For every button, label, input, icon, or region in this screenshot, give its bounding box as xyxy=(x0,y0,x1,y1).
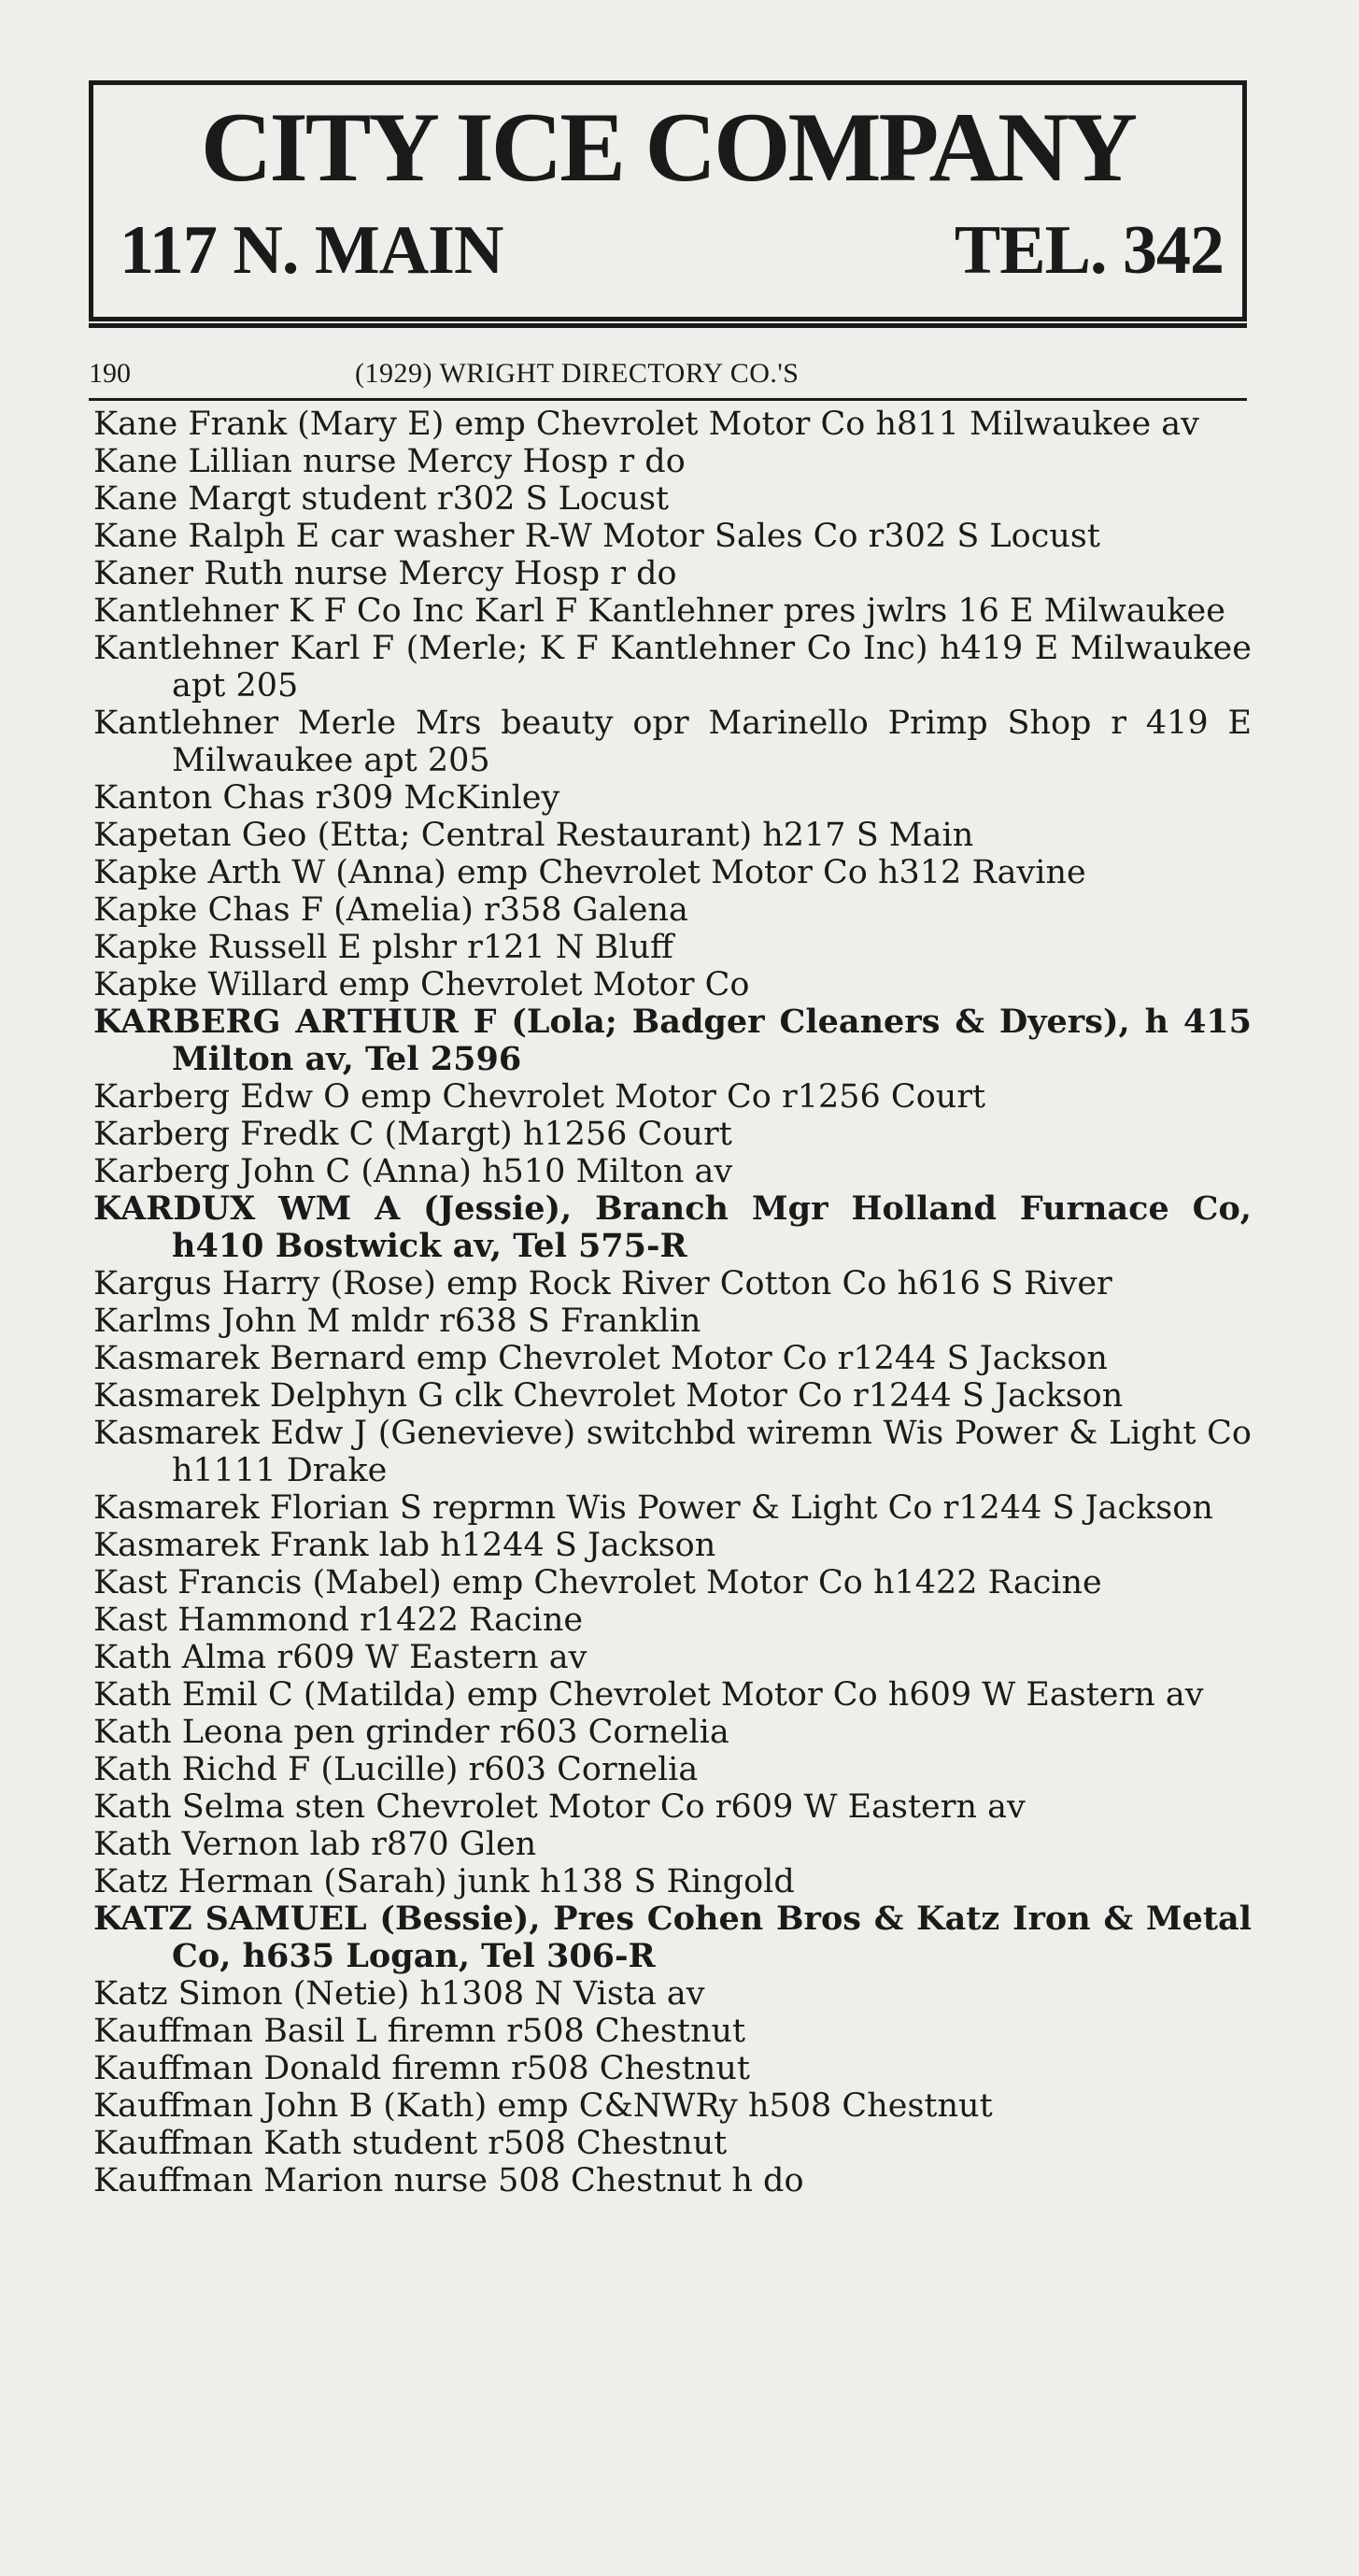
directory-entry: Kanton Chas r309 McKinley xyxy=(93,779,560,817)
directory-entry: Kauffman John B (Kath) emp C&NWRy h508 Chestnut xyxy=(93,2087,993,2125)
directory-entry: Kapke Arth W (Anna) emp Chevrolet Motor Co h312 Ravine xyxy=(93,854,1086,891)
directory-entry: Kane Ralph E car washer R-W Motor Sales Co r302 S Locust xyxy=(93,518,1100,555)
page-header xyxy=(89,355,1247,392)
page-number: 190 xyxy=(89,358,131,389)
directory-entry: Kath Emil C (Matilda) emp Chevrolet Motor Co h609 W Eastern av xyxy=(93,1676,1204,1714)
directory-entry: Kantlehner K F Co Inc Karl F Kantlehner pres jwlrs 16 E Milwaukee xyxy=(93,592,1225,630)
directory-entry: Kauffman Donald firemn r508 Chestnut xyxy=(93,2050,750,2087)
directory-entry: Kane Lillian nurse Mercy Hosp r do xyxy=(93,443,686,480)
ad-company-name: CITY ICE COMPANY xyxy=(200,93,1136,202)
directory-entry: Kasmarek Florian S reprmn Wis Power & Light Co r1244 S Jackson xyxy=(93,1489,1213,1527)
directory-entry: Kath Alma r609 W Eastern av xyxy=(93,1639,587,1676)
directory-entry: Karberg John C (Anna) h510 Milton av xyxy=(93,1153,733,1190)
directory-entry: Kasmarek Delphyn G clk Chevrolet Motor Co r1244 S Jackson xyxy=(93,1377,1124,1415)
directory-entry: Kath Vernon lab r870 Glen xyxy=(93,1826,537,1863)
directory-entry: Karberg Fredk C (Margt) h1256 Court xyxy=(93,1116,732,1153)
directory-entry: Kasmarek Frank lab h1244 S Jackson xyxy=(93,1527,716,1564)
directory-entry: Kapke Russell E plshr r121 N Bluff xyxy=(93,929,673,966)
directory-entry: Kath Selma sten Chevrolet Motor Co r609 W Eastern av xyxy=(93,1788,1026,1826)
directory-entry: KATZ SAMUEL (Bessie), Pres Cohen Bros & Katz Iron & Metal Co, h635 Logan, Tel 306-R xyxy=(93,1900,1252,1975)
directory-entry: Katz Simon (Netie) h1308 N Vista av xyxy=(93,1975,705,2013)
directory-entry: Kane Frank (Mary E) emp Chevrolet Motor Co h811 Milwaukee av xyxy=(93,406,1199,443)
ad-address: 117 N. MAIN xyxy=(120,212,503,289)
directory-entry: Kasmarek Bernard emp Chevrolet Motor Co r1244 S Jackson xyxy=(93,1340,1108,1377)
directory-entry: Kath Leona pen grinder r603 Cornelia xyxy=(93,1714,729,1751)
advertisement-box xyxy=(89,80,1247,321)
directory-entry: Kargus Harry (Rose) emp Rock River Cotton Co h616 S River xyxy=(93,1265,1112,1302)
directory-entry: KARBERG ARTHUR F (Lola; Badger Cleaners & Dyers), h 415 Milton av, Tel 2596 xyxy=(93,1003,1252,1078)
directory-entry: Karlms John M mldr r638 S Franklin xyxy=(93,1302,701,1340)
directory-listing xyxy=(93,406,1252,2199)
directory-entry: Kaner Ruth nurse Mercy Hosp r do xyxy=(93,555,677,592)
directory-entry: Kast Francis (Mabel) emp Chevrolet Motor Co h1422 Racine xyxy=(93,1564,1102,1601)
directory-entry: Kauffman Basil L firemn r508 Chestnut xyxy=(93,2013,746,2050)
header-rule-thin xyxy=(89,398,1247,401)
directory-entry: Karberg Edw O emp Chevrolet Motor Co r1256 Court xyxy=(93,1078,986,1116)
directory-entry: Kantlehner Karl F (Merle; K F Kantlehner Co Inc) h419 E Milwaukee apt 205 xyxy=(93,630,1252,704)
header-rule-thick xyxy=(89,323,1247,328)
directory-entry: Kath Richd F (Lucille) r603 Cornelia xyxy=(93,1751,699,1788)
directory-entry: KARDUX WM A (Jessie), Branch Mgr Holland Furnace Co, h410 Bostwick av, Tel 575-R xyxy=(93,1189,1252,1265)
directory-entry: Kapetan Geo (Etta; Central Restaurant) h217 S Main xyxy=(93,817,974,854)
directory-entry: Kauffman Marion nurse 508 Chestnut h do xyxy=(93,2162,804,2199)
directory-entry: Kantlehner Merle Mrs beauty opr Marinello Primp Shop r 419 E Milwaukee apt 205 xyxy=(93,704,1252,779)
directory-entry: Kapke Chas F (Amelia) r358 Galena xyxy=(93,891,688,929)
running-head: (1929) WRIGHT DIRECTORY CO.'S xyxy=(355,358,800,389)
directory-entry: Kast Hammond r1422 Racine xyxy=(93,1601,584,1639)
directory-entry: Katz Herman (Sarah) junk h138 S Ringold xyxy=(93,1863,795,1900)
ad-telephone: TEL. 342 xyxy=(954,212,1224,289)
directory-entry: Kane Margt student r302 S Locust xyxy=(93,480,670,518)
directory-entry: Kauffman Kath student r508 Chestnut xyxy=(93,2125,728,2162)
directory-entry: Kapke Willard emp Chevrolet Motor Co xyxy=(93,966,750,1003)
directory-entry: Kasmarek Edw J (Genevieve) switchbd wiremn Wis Power & Light Co h1111 Drake xyxy=(93,1415,1252,1489)
